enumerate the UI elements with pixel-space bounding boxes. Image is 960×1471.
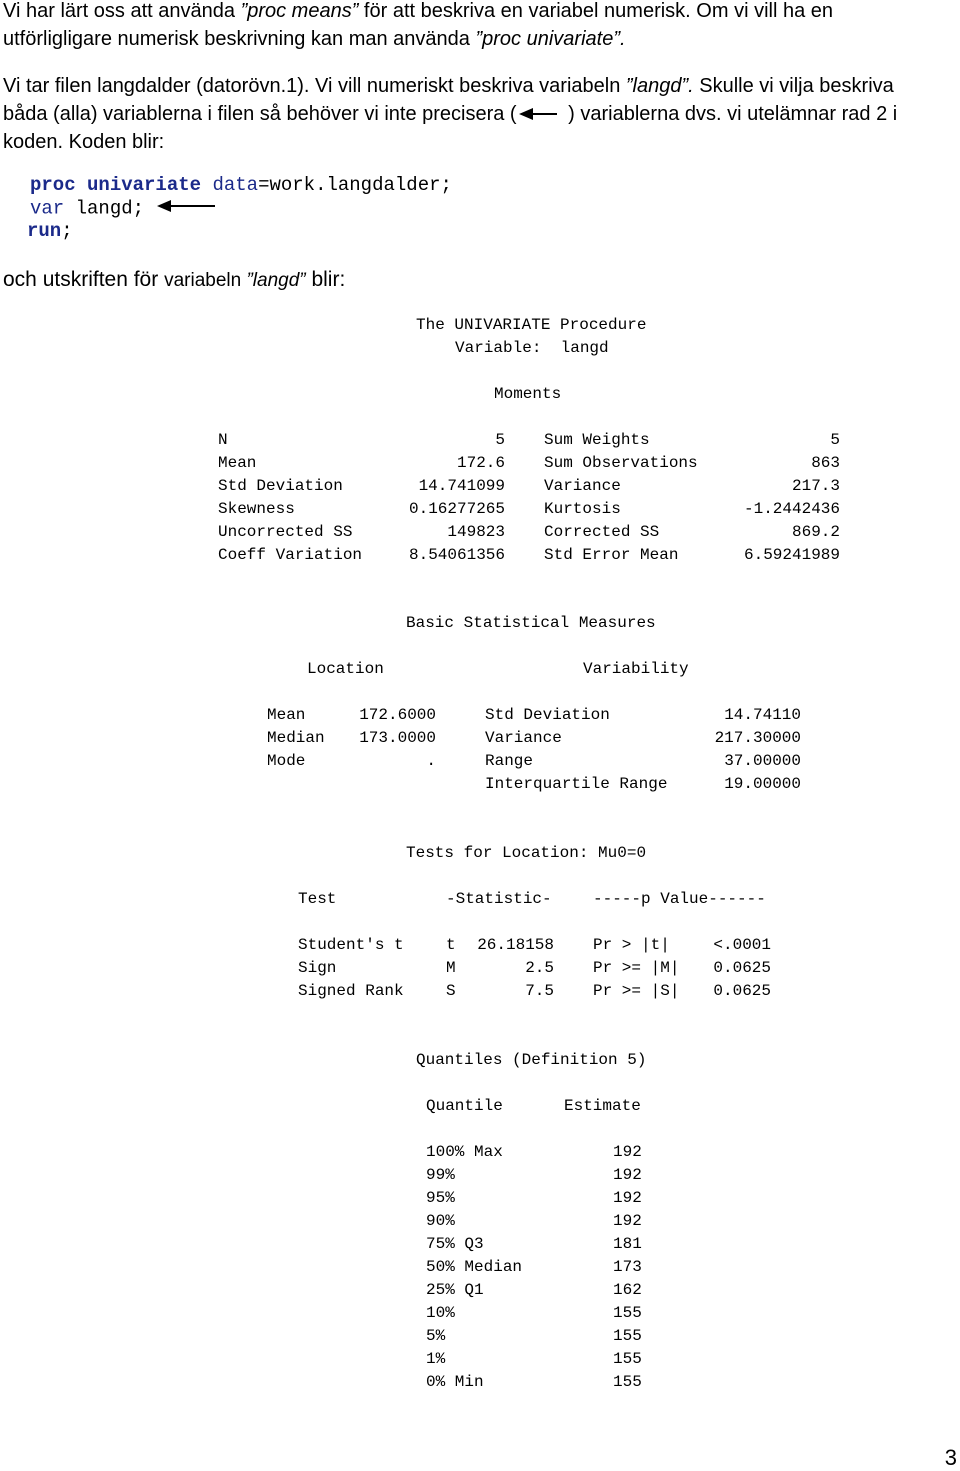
intro-text: Skulle vi vilja beskriva xyxy=(693,75,894,97)
basic-variability-value: 37.00000 xyxy=(724,752,801,770)
location-header: Location xyxy=(307,660,384,678)
quantile-estimate: 155 xyxy=(613,1327,642,1345)
basic-variability-value: 14.74110 xyxy=(724,706,801,724)
moment-label: Variance xyxy=(544,477,621,495)
intro-line-4 xyxy=(3,100,897,129)
test-symbol: M xyxy=(446,959,456,977)
basic-variability-value: 217.30000 xyxy=(714,729,801,747)
test-statistic: 7.5 xyxy=(525,982,554,1000)
tests-header-pvalue: -----p Value------ xyxy=(593,890,766,908)
moment-label: Sum Observations xyxy=(544,454,698,472)
code-option: data xyxy=(212,174,259,196)
quantile-estimate: 155 xyxy=(613,1350,642,1368)
quantile-estimate: 173 xyxy=(613,1258,642,1276)
quantile-estimate: 162 xyxy=(613,1281,642,1299)
quantile-label: 50% Median xyxy=(426,1258,523,1276)
left-arrow-icon xyxy=(155,197,217,220)
quantile-label: 100% Max xyxy=(426,1143,503,1161)
quantile-estimate: 192 xyxy=(613,1166,642,1184)
basic-location-value: 172.6000 xyxy=(359,706,436,724)
basic-location-value: . xyxy=(426,752,436,770)
test-statistic: 2.5 xyxy=(525,959,554,977)
moment-value: 14.741099 xyxy=(418,477,505,495)
moment-value: 5 xyxy=(495,431,505,449)
tests-header-statistic: -Statistic- xyxy=(446,890,552,908)
quantile-label: 0% Min xyxy=(426,1373,484,1391)
basic-location-label: Mean xyxy=(267,706,306,724)
code-line-3 xyxy=(27,220,73,243)
test-symbol: S xyxy=(446,982,456,1000)
code-keyword: run xyxy=(27,220,62,242)
basic-location-label: Median xyxy=(267,729,325,747)
intro-emph: ”proc univariate”. xyxy=(475,28,626,50)
moment-value: 6.59241989 xyxy=(743,546,840,564)
output-intro-text: variabeln xyxy=(164,270,247,291)
basic-variability-label: Variance xyxy=(485,729,562,747)
left-arrow-icon xyxy=(517,101,563,129)
quantile-label: 90% xyxy=(426,1212,455,1230)
intro-text: för att beskriva en variabel numerisk. Om vi vill ha en xyxy=(358,0,834,22)
moment-value: 0.16277265 xyxy=(408,500,505,518)
moment-label: N xyxy=(218,431,228,449)
intro-text: båda (alla) variablerna i filen så behöver vi inte precisera ( xyxy=(3,103,517,125)
code-keyword: proc xyxy=(30,174,76,196)
moment-label: Corrected SS xyxy=(544,523,660,541)
test-name: Signed Rank xyxy=(298,982,404,1000)
code-keyword: univariate xyxy=(87,174,202,196)
quantile-estimate: 192 xyxy=(613,1143,642,1161)
quantile-label: 99% xyxy=(426,1166,455,1184)
output-intro-text: blir: xyxy=(305,268,346,291)
quantile-estimate: 181 xyxy=(613,1235,642,1253)
quantile-label: 5% xyxy=(426,1327,446,1345)
basic-location-label: Mode xyxy=(267,752,306,770)
variable-label: Variable: langd xyxy=(455,339,609,357)
quantile-estimate: 155 xyxy=(613,1373,642,1391)
moment-value: 8.54061356 xyxy=(408,546,505,564)
moment-label: Skewness xyxy=(218,500,295,518)
tests-title: Tests for Location: Mu0=0 xyxy=(406,844,647,862)
variability-header: Variability xyxy=(583,660,689,678)
quantile-estimate: 155 xyxy=(613,1304,642,1322)
quantile-label: 1% xyxy=(426,1350,446,1368)
code-text: =work.langdalder; xyxy=(258,174,452,196)
test-pvalue: 0.0625 xyxy=(713,959,771,977)
basic-location-value: 173.0000 xyxy=(359,729,436,747)
basic-variability-value: 19.00000 xyxy=(724,775,801,793)
intro-emph: ”proc means” xyxy=(240,0,359,22)
moment-label: Uncorrected SS xyxy=(218,523,353,541)
intro-line-2 xyxy=(3,25,626,53)
intro-text: Vi har lärt oss att använda xyxy=(3,0,241,22)
tests-header-test: Test xyxy=(298,890,337,908)
basic-variability-label: Std Deviation xyxy=(485,706,610,724)
moment-label: Std Error Mean xyxy=(544,546,679,564)
quantile-estimate: 192 xyxy=(613,1189,642,1207)
output-intro xyxy=(3,266,345,295)
moment-value: 217.3 xyxy=(791,477,840,495)
intro-line-1 xyxy=(3,0,833,25)
test-statistic: 26.18158 xyxy=(477,936,554,954)
quantiles-title: Quantiles (Definition 5) xyxy=(416,1051,647,1069)
intro-text: ) variablerna dvs. vi utelämnar rad 2 i xyxy=(568,103,898,125)
output-intro-text: och utskriften för xyxy=(3,268,165,291)
moment-value: 172.6 xyxy=(456,454,505,472)
moment-value: 5 xyxy=(830,431,840,449)
quantile-label: 10% xyxy=(426,1304,455,1322)
moment-value: -1.2442436 xyxy=(743,500,840,518)
test-symbol: t xyxy=(446,936,456,954)
moment-label: Sum Weights xyxy=(544,431,650,449)
quantile-label: 95% xyxy=(426,1189,455,1207)
intro-line-3 xyxy=(3,72,894,100)
moment-value: 149823 xyxy=(447,523,505,541)
quantile-label: 25% Q1 xyxy=(426,1281,484,1299)
code-line-2 xyxy=(30,197,217,221)
intro-text: utförligligare numerisk beskrivning kan man använda xyxy=(3,28,476,50)
moment-label: Kurtosis xyxy=(544,500,621,518)
moment-label: Mean xyxy=(218,454,257,472)
test-name: Student's t xyxy=(298,936,404,954)
output-intro-emph: ”langd” xyxy=(246,270,306,291)
code-line-1 xyxy=(30,174,452,197)
code-keyword: var xyxy=(30,197,65,220)
intro-text: Vi tar filen langdalder (datorövn.1). Vi vill numeriskt beskriva variabeln xyxy=(3,75,626,97)
basic-variability-label: Interquartile Range xyxy=(485,775,668,793)
moment-value: 863 xyxy=(811,454,840,472)
quantiles-header-estimate: Estimate xyxy=(564,1097,641,1115)
intro-emph: ”langd”. xyxy=(625,75,694,97)
moment-value: 869.2 xyxy=(791,523,840,541)
test-pr-label: Pr >= |S| xyxy=(593,982,680,1000)
quantiles-header-quantile: Quantile xyxy=(426,1097,503,1115)
moment-label: Coeff Variation xyxy=(218,546,363,564)
test-pr-label: Pr >= |M| xyxy=(593,959,680,977)
basic-variability-label: Range xyxy=(485,752,534,770)
procedure-title: The UNIVARIATE Procedure xyxy=(416,316,647,334)
page-number: 3 xyxy=(944,1445,957,1470)
moment-label: Std Deviation xyxy=(218,477,343,495)
moments-title: Moments xyxy=(494,385,562,403)
quantile-estimate: 192 xyxy=(613,1212,642,1230)
code-text: langd; xyxy=(64,197,145,220)
quantile-label: 75% Q3 xyxy=(426,1235,484,1253)
intro-line-5: koden. Koden blir: xyxy=(3,131,165,153)
basic-stats-title: Basic Statistical Measures xyxy=(406,614,656,632)
test-pvalue: <.0001 xyxy=(713,936,771,954)
test-pr-label: Pr > |t| xyxy=(593,936,670,954)
test-pvalue: 0.0625 xyxy=(713,982,771,1000)
test-name: Sign xyxy=(298,959,337,977)
code-text: ; xyxy=(61,220,73,242)
